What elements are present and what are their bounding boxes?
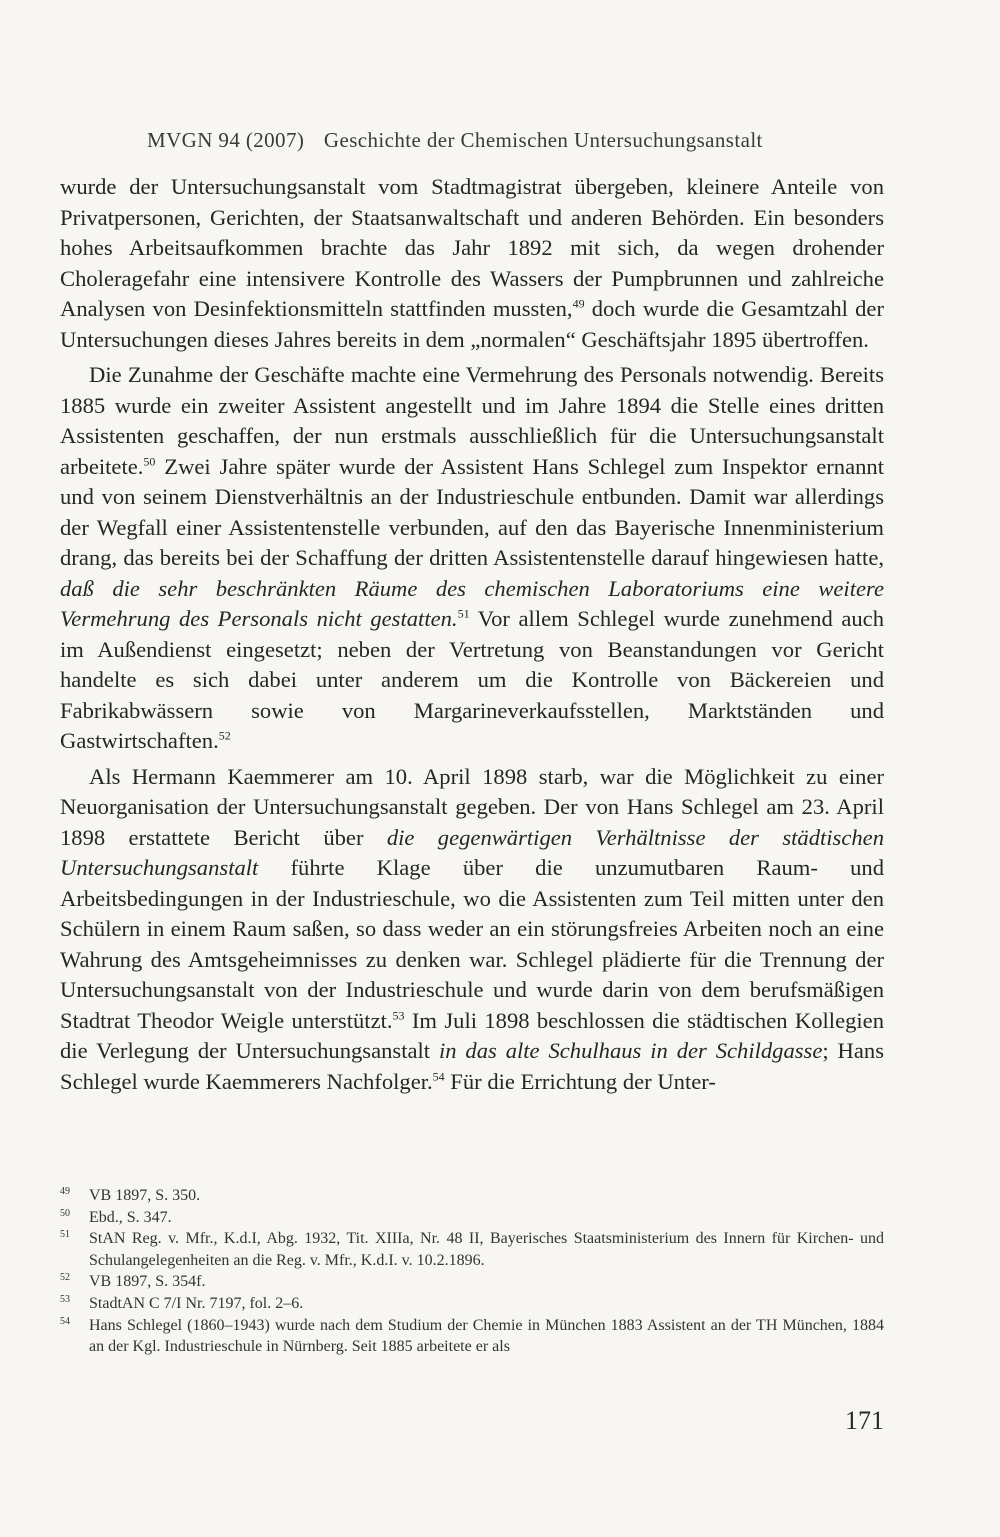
text-run: Als Hermann Kaemmerer am 10. April 1898 starb, war die Möglichkeit zu einer Neuorganisation der Untersuchungsanstalt gegeben. Der von Hans Schlegel am 23. April 1898 erstattete Bericht über [60, 763, 884, 850]
footnote-ref[interactable]: 51 [457, 606, 470, 621]
footnote [60, 1293, 884, 1315]
footnote-ref[interactable]: 50 [143, 453, 156, 468]
footnote-number: 51 [60, 1229, 70, 1241]
footnote [60, 1207, 884, 1229]
journal-citation: MVGN 94 (2007) [147, 128, 305, 152]
text-run: Vor allem Schlegel wurde zunehmend auch im Außendienst eingesetzt; neben der Vertretung von Beanstandungen vor Gericht handelte es sich dabei unter anderem um die Kontrolle von Bäckereien und Fabrikabwässern sowie von Margarineverkaufsstellen, Marktständen und Gastwirtschaften. [60, 606, 884, 753]
text-run: Für die Errichtung der Unter- [444, 1068, 716, 1094]
footnote-text: StadtAN C 7/I Nr. 7197, fol. 2–6. [89, 1294, 304, 1312]
footnote-text: VB 1897, S. 354f. [89, 1273, 206, 1291]
page-number: 171 [845, 1406, 884, 1435]
footnote-ref[interactable]: 52 [218, 728, 231, 743]
paragraph-2 [60, 360, 884, 757]
text-run: ; Hans Schlegel wurde Kaemmerers Nachfolger. [60, 1038, 884, 1094]
footnote-text: VB 1897, S. 350. [89, 1187, 201, 1204]
footnotes [60, 1185, 884, 1358]
footnote-ref[interactable]: 53 [392, 1007, 405, 1022]
footnote-ref[interactable]: 54 [432, 1068, 445, 1083]
footnote-text: StAN Reg. v. Mfr., K.d.I, Abg. 1932, Tit. XIIIa, Nr. 48 II, Bayerisches Staatsministerium des Innern für Kirchen- und Schulangelegenheiten an die Reg. v. Mfr., K.d.I. v. 10.2.1896. [89, 1230, 884, 1269]
italic-quote: daß die sehr beschränkten Räume des chemischen Laboratoriums eine weitere Vermehrung des Personals nicht gestatten. [60, 575, 884, 631]
paragraph-1 [60, 172, 884, 355]
footnote-number: 50 [60, 1207, 70, 1219]
footnote-number: 54 [60, 1315, 70, 1327]
footnote [60, 1271, 884, 1293]
italic-quote: die gegenwärtigen Verhältnisse der städtischen Untersuchungsanstalt [60, 824, 884, 880]
footnote-text: Ebd., S. 347. [89, 1208, 172, 1226]
paragraph-3 [60, 762, 884, 1098]
text-run: Zwei Jahre später wurde der Assistent Hans Schlegel zum Inspektor ernannt und von seinem Dienstverhältnis an der Industrieschule entbunden. Damit war allerdings der Wegfall einer Assistentenstelle verbunden, auf den das Bayerische Innenministerium drang, das bereits bei der Schaffung der dritten Assistentenstelle darauf hingewiesen hatte, [60, 453, 884, 570]
footnote-ref[interactable]: 49 [572, 296, 585, 311]
footnote [60, 1228, 884, 1271]
footnote-text: Hans Schlegel (1860–1943) wurde nach dem Studium der Chemie in München 1883 Assistent an der TH München, 1884 an der Kgl. Industrieschule in Nürnberg. Seit 1885 arbeitete er als [89, 1316, 884, 1356]
footnote-number: 49 [60, 1186, 70, 1197]
footnote [60, 1315, 884, 1358]
running-header [147, 128, 847, 153]
text-run: Die Zunahme der Geschäfte machte eine Vermehrung des Personals notwendig. Bereits 1885 wurde ein zweiter Assistent angestellt und im Jahre 1894 die Stelle eines dritten Assistenten geschaffen, der nun erstmals ausschließlich für die Untersuchungsanstalt arbeitete. [60, 362, 884, 479]
text-run: wurde der Untersuchungsanstalt vom Stadtmagistrat übergeben, kleinere Anteile von Privatpersonen, Gerichten, der Staatsanwaltschaft und anderen Behörden. Ein besonders hohes Arbeitsaufkommen brachte das Jahr 1892 mit sich, da wegen drohender Choleragefahr eine intensivere Kontrolle des Wassers der Pumpbrunnen und zahlreiche Analysen von Desinfektionsmitteln stattfinden mussten, [60, 174, 884, 321]
text-run: führte Klage über die unzumutbaren Raum- und Arbeitsbedingungen in der Industrieschule, wo die Assistenten zum Teil mitten unter den Schülern in einem Raum saßen, so dass weder an ein störungsfreies Arbeiten noch an eine Wahrung des Amtsgeheimnisses zu denken war. Schlegel plädierte für die Trennung der Untersuchungsanstalt von der Industrieschule und wurde darin von dem berufsmäßigen Stadtrat Theodor Weigle unterstützt. [60, 855, 884, 1033]
footnote-number: 52 [60, 1272, 70, 1284]
text-run: doch wurde die Gesamtzahl der Untersuchungen dieses Jahres bereits in dem „normalen“ Geschäftsjahr 1895 übertroffen. [60, 296, 884, 352]
footnote-number: 53 [60, 1293, 70, 1305]
text-run: Im Juli 1898 beschlossen die städtischen Kollegien die Verlegung der Untersuchungsanstalt [60, 1007, 884, 1063]
article-title: Geschichte der Chemischen Untersuchungsanstalt [323, 128, 763, 152]
footnote [60, 1185, 884, 1207]
body-text [60, 172, 884, 1097]
italic-quote: in das alte Schulhaus in der Schildgasse [438, 1038, 823, 1063]
